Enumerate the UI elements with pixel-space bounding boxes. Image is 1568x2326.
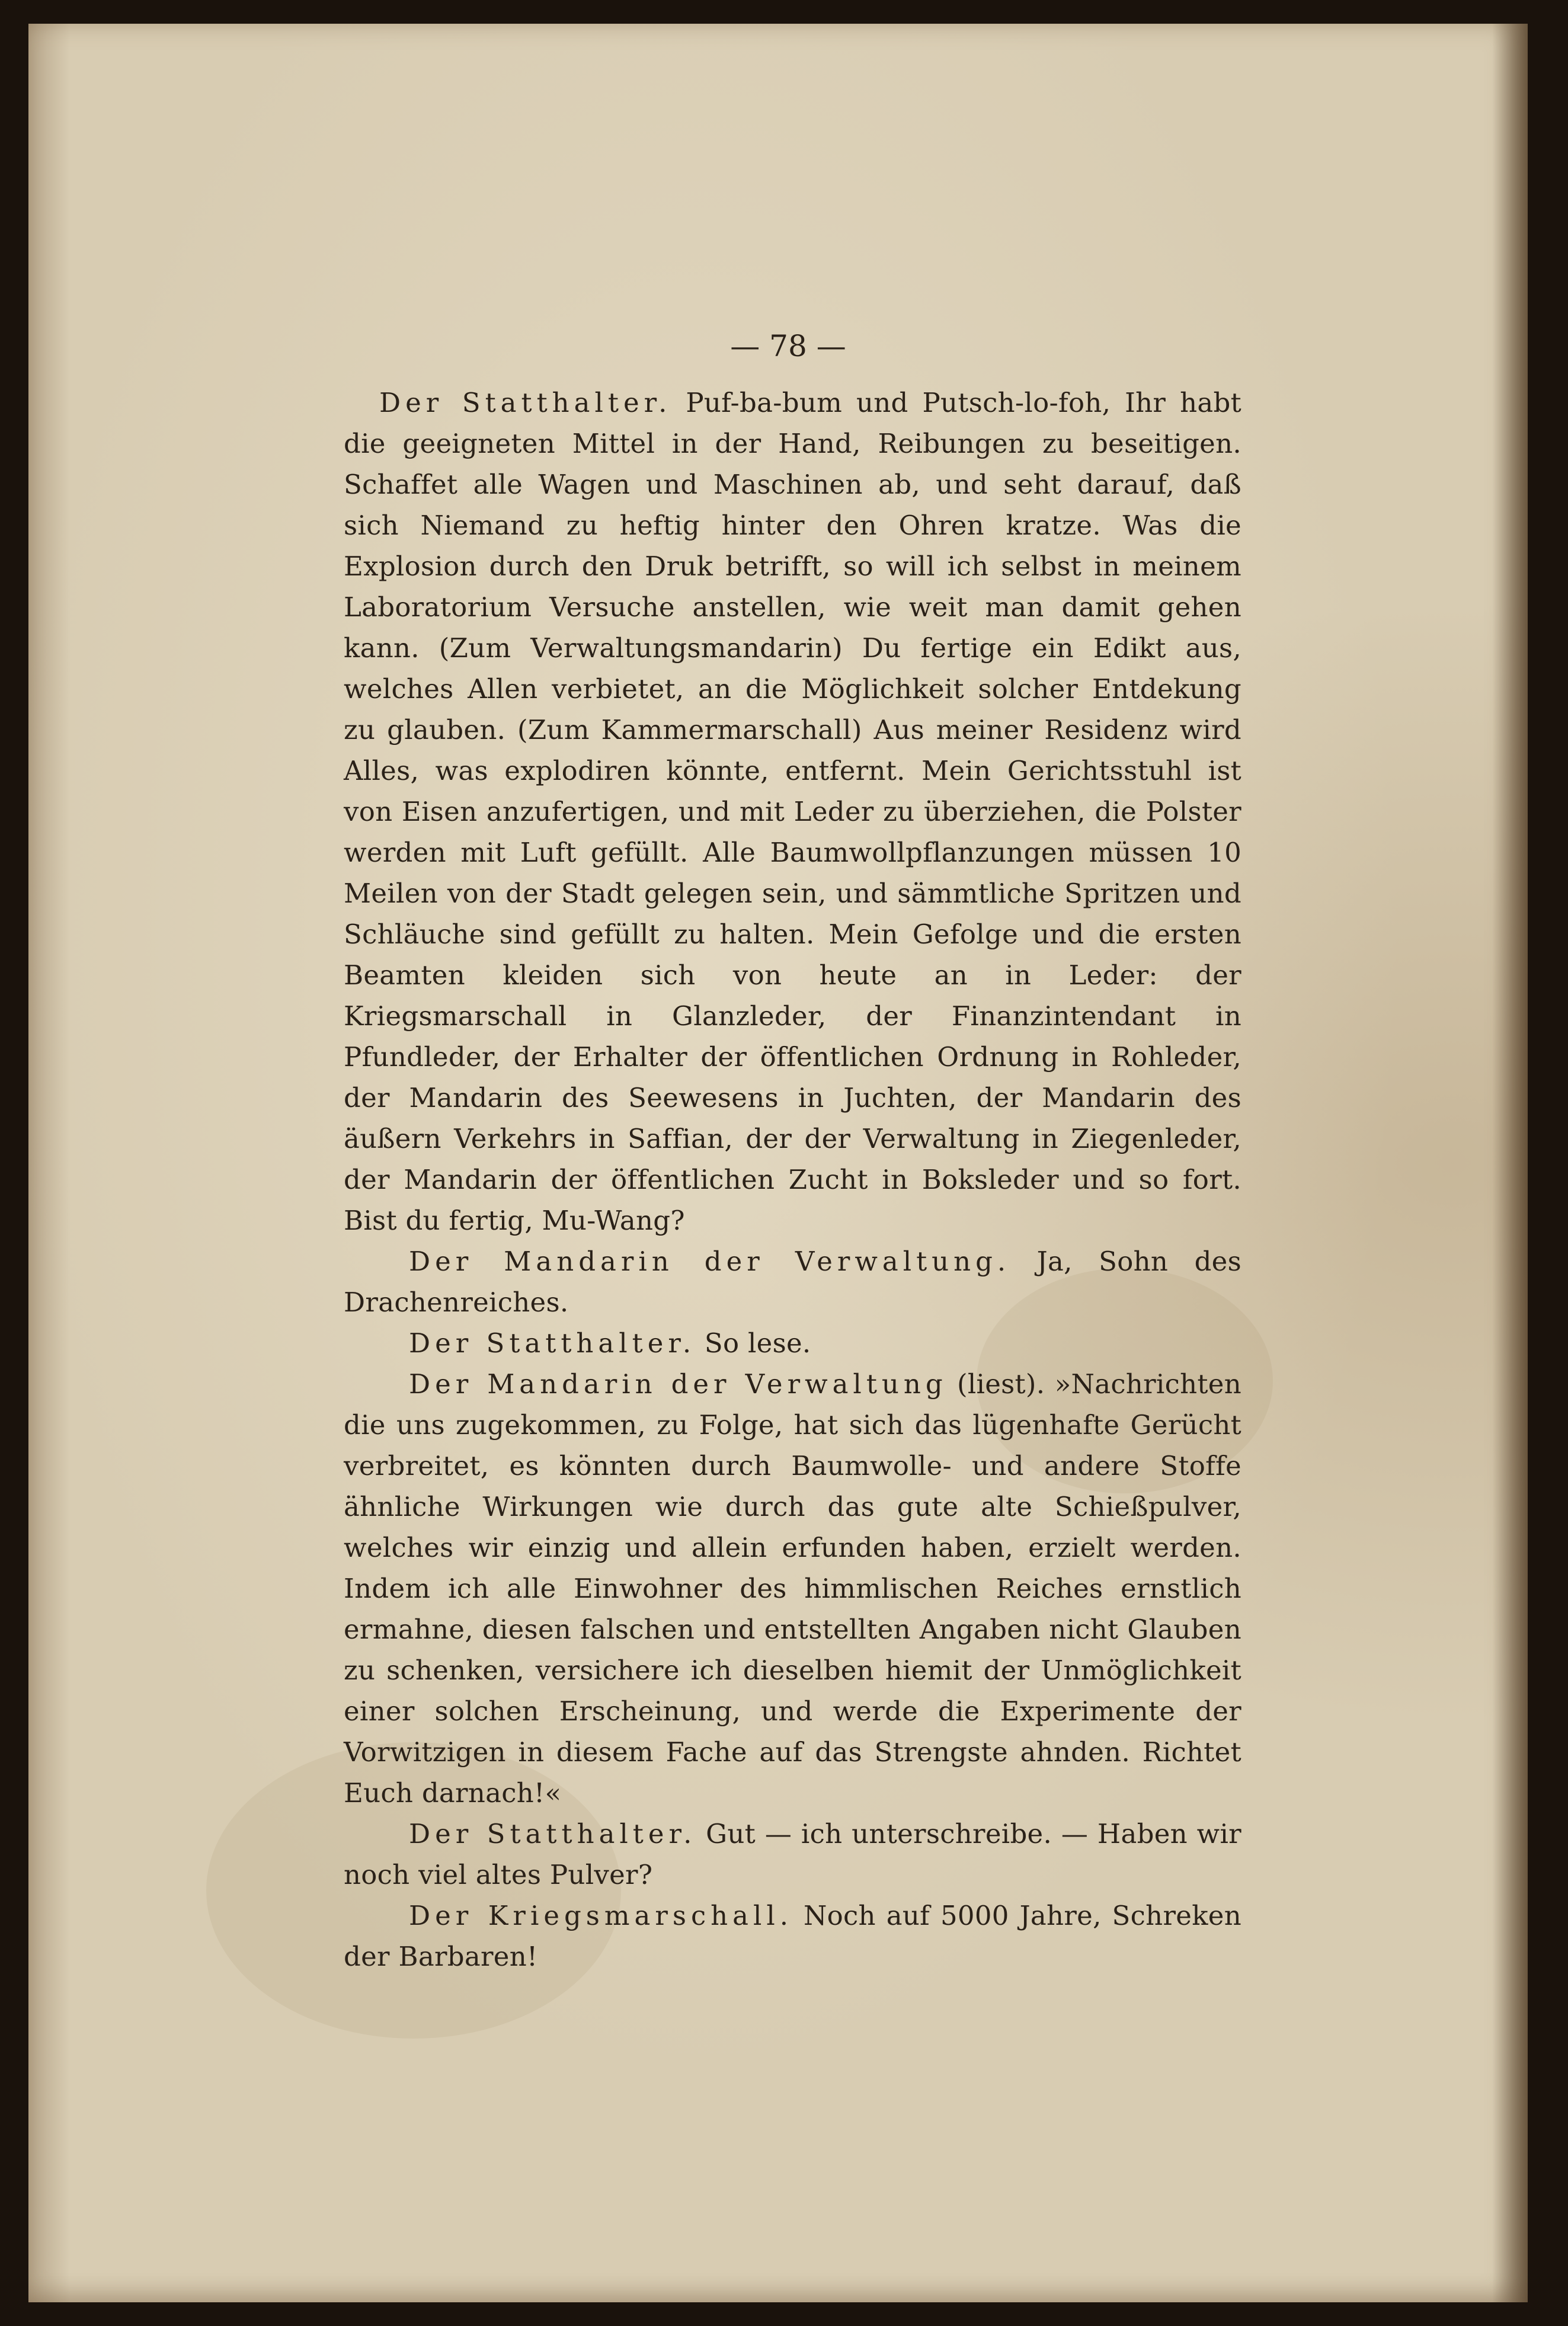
- speaker-name: Der Mandarin der Verwaltung: [409, 1368, 948, 1400]
- body-text: [344, 382, 1241, 1977]
- paragraph-text: So lese.: [704, 1327, 811, 1359]
- paragraph: [344, 1364, 1241, 1813]
- page-number: — 78 —: [730, 329, 846, 363]
- page-edge-shadow: [1492, 24, 1528, 2302]
- paragraph-text: Gut — ich unterschreibe. — Haben wir noch viel altes Pulver?: [344, 1818, 1241, 1890]
- paragraph-text: (liest). »Nachrichten die uns zugekommen, zu Folge, hat sich das lügenhafte Gerücht verbreitet, es könnten durch Baumwolle- und andere Stoffe ähnliche Wirkungen wie durch das gute alte Schießpulver, welches wir einzig und allein erfunden haben, erzielt werden. Indem ich alle Einwohner des himmlischen Reiches ernstlich ermahne, diesen falschen und entstellten Angaben nicht Glauben zu schenken, versichere ich dieselben hiemit der Unmöglichkeit einer solchen Erscheinung, und werde die Experimente der Vorwitzigen in diesem Fache auf das Strengste ahnden. Richtet Euch darnach!«: [344, 1368, 1241, 1809]
- speaker-name: Der Kriegsmarschall.: [409, 1900, 793, 1931]
- paragraph: [344, 1813, 1241, 1895]
- paragraph-text: Noch auf 5000 Jahre, Schreken der Barbaren!: [344, 1900, 1241, 1972]
- paragraph: [344, 1241, 1241, 1323]
- speaker-name: Der Statthalter.: [409, 1327, 696, 1359]
- paragraph: [344, 1323, 1241, 1364]
- paragraph: [344, 382, 1241, 1241]
- speaker-name: Der Statthalter.: [379, 387, 672, 418]
- paragraph-text: Puf-ba-bum und Putsch-lo-foh, Ihr habt die geeigneten Mittel in der Hand, Reibungen zu beseitigen. Schaffet alle Wagen und Maschinen ab, und seht darauf, daß sich Niemand zu heftig hinter den Ohren kratze. Was die Explosion durch den Druk betrifft, so will ich selbst in meinem Laboratorium Versuche anstellen, wie weit man damit gehen kann. (Zum Verwaltungsmandarin) Du fertige ein Edikt aus, welches Allen verbietet, an die Möglichkeit solcher Entdekung zu glauben. (Zum Kammermarschall) Aus meiner Residenz wird Alles, was explodiren könnte, entfernt. Mein Gerichtsstuhl ist von Eisen anzufertigen, und mit Leder zu überziehen, die Polster werden mit Luft gefüllt. Alle Baumwollpflanzungen müssen 10 Meilen von der Stadt gelegen sein, und sämmtliche Spritzen und Schläuche sind gefüllt zu halten. Mein Gefolge und die ersten Beamten kleiden sich von heute an in Leder: der Kriegsmarschall in Glanzleder, der Finanzintendant in Pfundleder, der Erhalter der öffentlichen Ordnung in Rohleder, der Mandarin des Seewesens in Juchten, der Mandarin des äußern Verkehrs in Saffian, der der Verwaltung in Ziegenleder, der Mandarin der öffentlichen Zucht in Boksleder und so fort. Bist du fertig, Mu-Wang?: [344, 387, 1241, 1236]
- paragraph: [344, 1895, 1241, 1977]
- paragraph-text: Ja, Sohn des Drachenreiches.: [344, 1246, 1241, 1318]
- speaker-name: Der Mandarin der Verwaltung.: [409, 1246, 1011, 1277]
- speaker-name: Der Statthalter.: [409, 1818, 697, 1850]
